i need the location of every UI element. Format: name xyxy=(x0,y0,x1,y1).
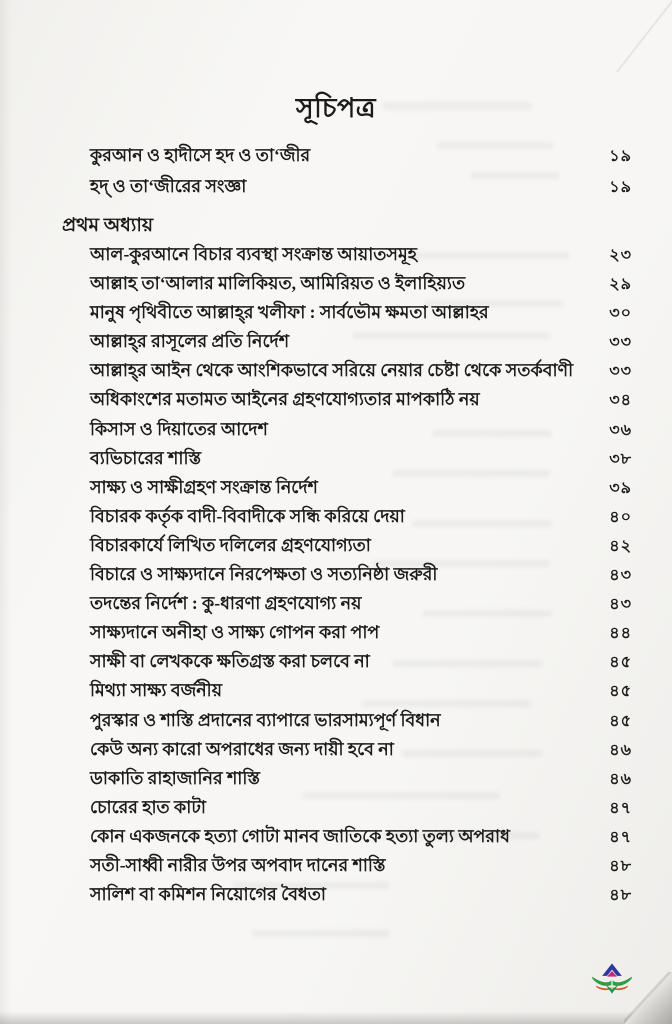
toc-entry-label: ডাকাতি রাহাজানির শাস্তি xyxy=(90,767,260,788)
toc-entry-page-number: ৪০ xyxy=(609,508,632,526)
toc-entry-list xyxy=(90,242,632,911)
toc-entry-row xyxy=(90,417,632,446)
toc-entry-label: কিসাস ও দিয়াতের আদেশ xyxy=(90,418,268,439)
toc-entry-label: আল্লাহ্‌র রাসূলের প্রতি নির্দেশ xyxy=(90,331,290,352)
toc-entry-page-number: ১৯ xyxy=(609,148,632,165)
toc-entry-page-number: ৪২ xyxy=(609,537,632,555)
toc-entry-label: বিচারকার্যে লিখিত দলিলের গ্রহণযোগ্যতা xyxy=(90,534,371,555)
chapter-heading: প্রথম অধ্যায় xyxy=(62,215,154,236)
toc-entry-page-number: ২৩ xyxy=(609,247,632,264)
toc-entry-label: সতী-সাধ্বী নারীর উপর অপবাদ দানের শাস্তি xyxy=(90,854,386,875)
toc-entry-page-number: ৩৯ xyxy=(609,479,632,497)
toc-entry-row xyxy=(90,533,632,562)
toc-entry-label: আল্লাহ তা‘আলার মালিকিয়ত, আমিরিয়ত ও ইলাহিয়্যত xyxy=(90,273,466,294)
toc-entry-label: তদন্তের নির্দেশ : কু-ধারণা গ্রহণযোগ্য নয় xyxy=(90,593,362,614)
toc-entry-page-number: ৪৫ xyxy=(609,683,632,701)
toc-entry-page-number: ৪৬ xyxy=(609,741,632,759)
toc-entry-label: কেউ অন্য কারো অপরাধের জন্য দায়ী হবে না xyxy=(90,738,394,759)
toc-entry-row xyxy=(90,649,632,678)
toc-entry-page-number: ৩০ xyxy=(609,305,632,323)
toc-entry-page-number: ৪৭ xyxy=(609,799,632,817)
toc-entry-row xyxy=(90,737,632,766)
toc-entry-row xyxy=(90,853,632,882)
toc-entry-label: অধিকাংশের মতামত আইনের গ্রহণযোগ্যতার মাপকাঠি নয় xyxy=(90,389,480,410)
toc-entry-page-number: ৩৪ xyxy=(609,392,632,410)
toc-entry-label: বিচারক কর্তৃক বাদী-বিবাদীকে সন্ধি করিয়ে দেয়া xyxy=(90,505,405,526)
toc-entry-row xyxy=(90,242,632,271)
toc-entry-row xyxy=(90,300,632,329)
toc-entry-row xyxy=(90,766,632,795)
toc-entry-page-number: ৪৭ xyxy=(609,828,632,846)
toc-entry-label: কুরআন ও হাদীসে হদ ও তা‘জীর xyxy=(90,145,311,165)
toc-entry-row xyxy=(90,446,632,475)
toc-entry-page-number: ৩৬ xyxy=(609,421,632,439)
toc-entry-page-number: ৪৫ xyxy=(609,712,632,730)
toc-entry-label: মানুষ পৃথিবীতে আল্লাহ্‌র খলীফা : সার্বভৌম ক্ষমতা আল্লাহর xyxy=(90,302,489,323)
toc-entry-page-number: ৪৫ xyxy=(609,654,632,672)
toc-entry-row xyxy=(90,562,632,591)
toc-entry-row xyxy=(90,678,632,707)
toc-entry-row xyxy=(90,271,632,300)
toc-entry-row xyxy=(90,795,632,824)
toc-entry-row xyxy=(90,824,632,853)
toc-entry-row xyxy=(90,329,632,358)
scan-bottom-shadow xyxy=(0,1011,672,1024)
toc-entry-page-number: ৪৮ xyxy=(609,887,632,905)
toc-entry-row xyxy=(90,620,632,649)
toc-entry-label: বিচারে ও সাক্ষ্যদানে নিরপেক্ষতা ও সত্যনিষ্ঠা জরুরী xyxy=(90,564,438,585)
toc-entry-label: হদ্ ও তা‘জীরের সংজ্ঞা xyxy=(90,176,247,196)
page-title: সূচিপত্র xyxy=(295,93,377,123)
toc-entry-row xyxy=(90,174,632,205)
toc-entry-page-number: ৩৩ xyxy=(609,363,632,381)
toc-entry-page-number: ৩৮ xyxy=(609,450,632,468)
toc-entry-page-number: ৪৪ xyxy=(609,625,632,643)
toc-entry-page-number: ৩৩ xyxy=(609,334,632,352)
toc-entry-row xyxy=(90,504,632,533)
toc-entry-row xyxy=(90,143,632,174)
toc-entry-row xyxy=(90,708,632,737)
toc-entry-row xyxy=(90,358,632,387)
toc-entry-label: ব্যভিচারের শাস্তি xyxy=(90,447,202,468)
toc-entry-page-number: ২৯ xyxy=(609,276,632,294)
toc-entry-label: কোন একজনকে হত্যা গোটা মানব জাতিকে হত্যা তুল্য অপরাধ xyxy=(90,825,510,846)
toc-entry-row xyxy=(90,591,632,620)
toc-entry-label: আল্লাহ্‌র আইন থেকে আংশিকভাবে সরিয়ে নেয়ার চেষ্টা থেকে সতর্কবাণী xyxy=(90,360,574,381)
toc-entry-row xyxy=(90,475,632,504)
toc-entry-label: সাক্ষ্যদানে অনীহা ও সাক্ষ্য গোপন করা পাপ xyxy=(90,622,380,643)
toc-entry-label: আল-কুরআনে বিচার ব্যবস্থা সংক্রান্ত আয়াতসমূহ xyxy=(90,244,417,264)
toc-entry-label: মিথ্যা সাক্ষ্য বর্জনীয় xyxy=(90,680,223,701)
toc-entry-row xyxy=(90,387,632,416)
scan-left-shadow xyxy=(0,0,12,1024)
toc-entry-label: সাক্ষ্য ও সাক্ষীগ্রহণ সংক্রান্ত নির্দেশ xyxy=(90,476,318,497)
open-book-logo-icon xyxy=(591,962,633,999)
toc-entry-page-number: ৪৩ xyxy=(609,567,632,585)
toc-entry-page-number: ৪৮ xyxy=(609,857,632,875)
toc-entry-label: সালিশ বা কমিশন নিয়োগের বৈধতা xyxy=(90,884,326,905)
toc-entry-label: পুরস্কার ও শাস্তি প্রদানের ব্যাপারে ভারসাম্যপূর্ণ বিধান xyxy=(90,709,441,730)
toc-entry-row xyxy=(90,882,632,911)
toc-entry-label: সাক্ষী বা লেখককে ক্ষতিগ্রস্ত করা চলবে না xyxy=(90,651,370,672)
toc-pre-section-list xyxy=(90,143,632,205)
toc-entry-page-number: ৪৩ xyxy=(609,596,632,614)
toc-entry-label: চোরের হাত কাটা xyxy=(90,796,206,817)
toc-entry-page-number: ১৯ xyxy=(609,179,632,196)
toc-entry-page-number: ৪৬ xyxy=(609,770,632,788)
page-crease-line xyxy=(616,0,672,73)
